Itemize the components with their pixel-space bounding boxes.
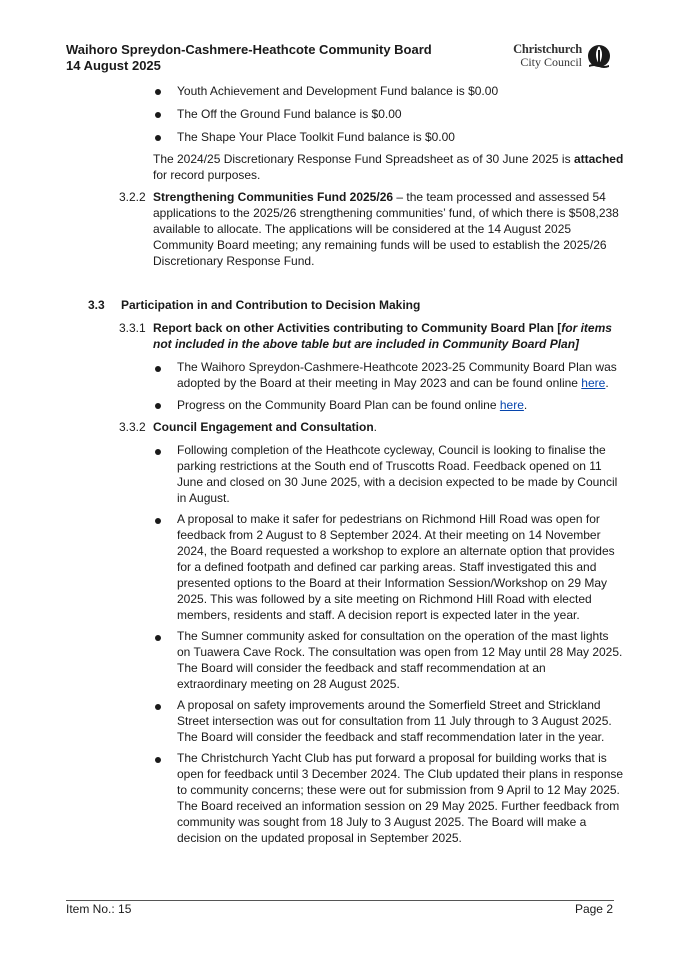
list-item-line: to community concerns; these were out for submission from 9 April to 12 May 2025. [177, 783, 620, 797]
paragraph-line: Discretionary Response Fund. [153, 254, 315, 268]
list-item: The Off the Ground Fund balance is $0.00 [177, 107, 402, 121]
bullet-marker [155, 635, 161, 641]
list-item-line: The Board will consider the feedback and staff recommendation at an [177, 661, 546, 675]
section-heading-3-3-2: Council Engagement and Consultation. [153, 420, 378, 434]
page-number: Page 2 [574, 902, 613, 916]
bullet-marker [155, 757, 161, 763]
list-item: The Sumner community asked for consultation on the operation of the mast lights [177, 629, 609, 643]
meeting-date: 14 August 2025 [66, 58, 161, 73]
section-heading-3-3: Participation in and Contribution to Decision Making [121, 298, 421, 312]
list-item: Progress on the Community Board Plan can be found online here. [177, 398, 528, 412]
list-item-line: on Tuawera Cave Rock. The consultation was open from 12 May until 28 May 2025. [177, 645, 623, 659]
section-number-3-3: 3.3 [88, 298, 105, 312]
spreadsheet-paragraph: The 2024/25 Discretionary Response Fund Spreadsheet as of 30 June 2025 is attached [153, 152, 624, 166]
section-heading: Strengthening Communities Fund 2025/26 [153, 190, 394, 204]
section-number-3-2-2: 3.2.2 [119, 190, 146, 204]
bullet-marker [155, 518, 161, 524]
list-item-line: adopted by the Board at their meeting in May 2023 and can be found online here. [177, 376, 609, 390]
section-number-3-3-1: 3.3.1 [119, 321, 146, 335]
list-item: The Waihoro Spreydon-Cashmere-Heathcote 2023-25 Community Board Plan was [177, 360, 617, 374]
paragraph-line: applications to the 2025/26 strengthening communities’ fund, of which there is $508,238 [153, 206, 619, 220]
list-item-line: The Board received an information session on 29 May 2025. Further feedback from [177, 799, 620, 813]
list-item-line: Street intersection was out for consultation from 11 July through to 3 August 2025. [177, 714, 612, 728]
paragraph-line: Community Board meeting; any remaining funds will be used to establish the 2025/26 [153, 238, 607, 252]
list-item-line: The Board will consider the feedback and staff recommendation later in the year. [177, 730, 605, 744]
bullet-marker [155, 112, 161, 118]
spreadsheet-paragraph-line2: for record purposes. [153, 168, 261, 182]
list-item-line: members, residents and staff. A decision report is expected later in the year. [177, 608, 580, 622]
section-3-2-2-line1: Strengthening Communities Fund 2025/26 – the team processed and assessed 54 [153, 190, 606, 204]
list-item-line: parking restrictions at the South end of Truscotts Road. Feedback opened on 11 [177, 459, 602, 473]
bullet-marker [155, 135, 161, 141]
paragraph-line: available to allocate. The applications will be considered at the 14 August 2025 [153, 222, 572, 236]
progress-link[interactable]: here [499, 398, 524, 412]
list-item-line: community was sought from 18 July to 3 August 2025. The Board will make a [177, 815, 587, 829]
board-plan-link[interactable]: here [581, 376, 606, 390]
bullet-marker [155, 403, 161, 409]
section-number-3-3-2: 3.3.2 [119, 420, 146, 434]
list-item-line: June and closed on 30 June 2025, with a decision expected to be made by Council [177, 475, 618, 489]
board-title: Waihoro Spreydon-Cashmere-Heathcote Community Board [66, 42, 432, 57]
list-item-line: presented options to the Board at their Information Session/Workshop on 29 May [177, 576, 608, 590]
council-logo-icon [586, 44, 612, 70]
logo-line-2: City Council [520, 55, 582, 69]
list-item-line: 2025. This was followed by a site meeting on Richmond Hill Road with elected [177, 592, 592, 606]
list-item-line: for a defined footpath and defined car parking areas. Staff investigated this and [177, 560, 597, 574]
list-item-line: decision on the updated proposal in September 2025. [177, 831, 462, 845]
list-item: Youth Achievement and Development Fund balance is $0.00 [177, 84, 499, 98]
attached-keyword: attached [573, 152, 624, 166]
footer-divider [66, 900, 614, 901]
list-item: The Christchurch Yacht Club has put forward a proposal for building works that is [177, 751, 607, 765]
page-header [66, 42, 614, 80]
list-item: A proposal to make it safer for pedestrians on Richmond Hill Road was open for [177, 512, 600, 526]
list-item-line: 2024, the Board requested a workshop to explore an alternate option that provides [177, 544, 615, 558]
list-item: Following completion of the Heathcote cycleway, Council is looking to finalise the [177, 443, 606, 457]
list-item: A proposal on safety improvements around the Somerfield Street and Strickland [177, 698, 601, 712]
list-item-line: feedback from 2 August to 8 September 2024. At their meeting on 14 November [177, 528, 601, 542]
list-item: The Shape Your Place Toolkit Fund balance is $0.00 [177, 130, 455, 144]
section-heading-3-3-1-line2: not included in the above table but are included in Community Board Plan] [153, 337, 580, 351]
bullet-marker [155, 449, 161, 455]
bullet-marker [155, 704, 161, 710]
list-item-line: extraordinary meeting on 28 August 2025. [177, 677, 400, 691]
item-number: Item No.: 15 [66, 902, 132, 916]
section-heading-3-3-1: Report back on other Activities contributing to Community Board Plan [for items [153, 321, 612, 335]
council-logo [510, 43, 612, 71]
bullet-marker [155, 89, 161, 95]
bullet-marker [155, 366, 161, 372]
list-item-line: open for feedback until 3 December 2024. The Club updated their plans in response [177, 767, 624, 781]
logo-line-1: Christchurch [513, 42, 582, 56]
list-item-line: in August. [177, 491, 230, 505]
